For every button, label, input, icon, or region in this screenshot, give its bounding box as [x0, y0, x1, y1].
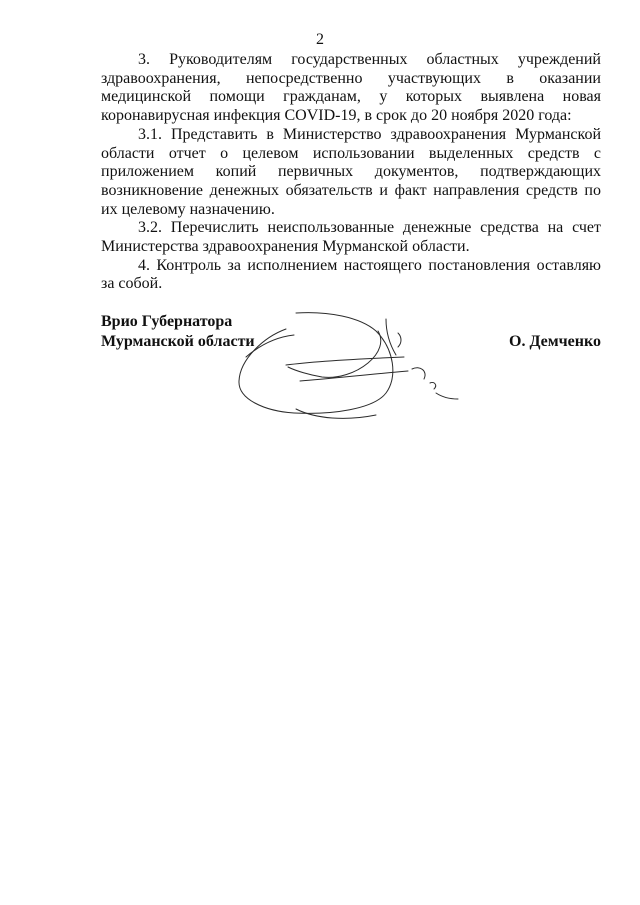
signature-block	[101, 312, 601, 432]
signer-name: О. Демченко	[509, 333, 601, 350]
signer-title-line-2: Мурманской области	[101, 333, 255, 350]
page-number: 2	[316, 31, 324, 48]
paragraph-3-2: 3.2. Перечислить неиспользованные денежные средства на счет Министерства здравоохранения Мурманской области.	[101, 219, 601, 256]
paragraph-3-1: 3.1. Представить в Министерство здравоохранения Мурманской области отчет о целевом использовании выделенных средств с приложением копий первичных документов, подтверждающих возникновение денежных обязательств и факт направления средств по их целевому назначению.	[101, 125, 601, 218]
paragraph-4: 4. Контроль за исполнением настоящего постановления оставляю за собой.	[101, 256, 601, 293]
signer-title-line-1: Врио Губернатора	[101, 313, 233, 330]
document-body	[101, 51, 601, 294]
paragraph-3: 3. Руководителям государственных областных учреждений здравоохранения, непосредственно участвующих в оказании медицинской помощи гражданам, у которых выявлена новая коронавирусная инфекция COVID-19, в срок до 20 ноября 2020 года:	[101, 51, 601, 125]
handwritten-signature	[236, 307, 466, 427]
signer-title	[101, 312, 255, 352]
